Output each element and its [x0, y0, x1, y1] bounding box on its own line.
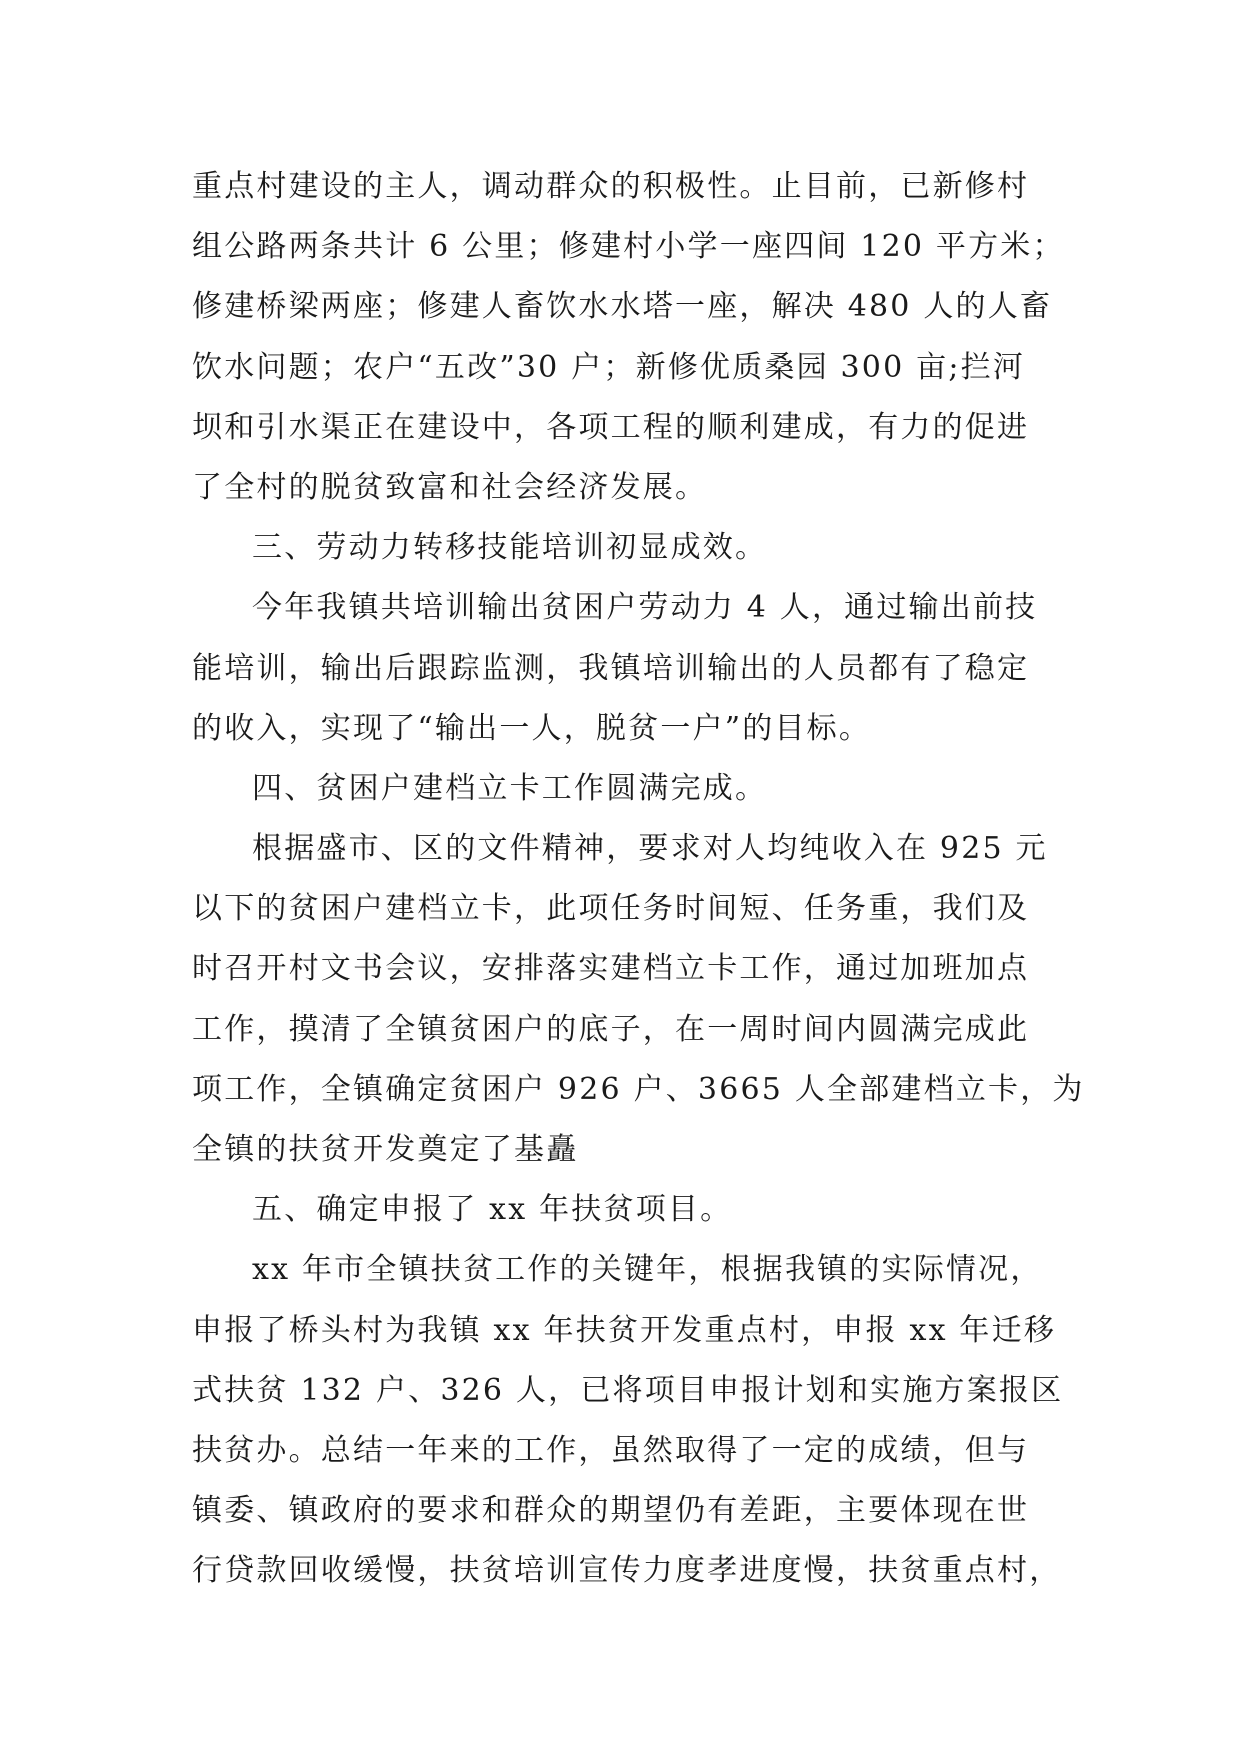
text-line-12: 根据盛市、区的文件精神，要求对人均纯收入在 925 元 [252, 831, 1048, 867]
text-line-6: 了全村的脱贫致富和社会经济发展。 [192, 469, 708, 505]
text-line-23: 镇委、镇政府的要求和群众的期望仍有差距，主要体现在世 [192, 1493, 1030, 1529]
section-heading-5: 五、确定申报了 xx 年扶贫项目。 [252, 1192, 733, 1228]
text-line-17: 全镇的扶贫开发奠定了基矗 [192, 1132, 579, 1167]
text-line-16: 项工作，全镇确定贫困户 926 户、3665 人全部建档立卡，为 [192, 1071, 1085, 1107]
section-heading-4: 四、贫困户建档立卡工作圆满完成。 [252, 770, 768, 806]
section-heading-3: 三、劳动力转移技能培训初显成效。 [252, 530, 768, 566]
text-line-10: 的收入，实现了“输出一人，脱贫一户”的目标。 [192, 710, 872, 746]
text-line-20: 申报了桥头村为我镇 xx 年扶贫开发重点村，申报 xx 年迁移 [192, 1312, 1057, 1348]
text-line-21: 式扶贫 132 户、326 人，已将项目申报计划和实施方案报区 [192, 1372, 1064, 1408]
document-body [192, 157, 1085, 1602]
text-line-4: 饮水问题；农户“五改”30 户；新修优质桑园 300 亩;拦河 [192, 349, 1026, 385]
text-line-13: 以下的贫困户建档立卡，此项任务时间短、任务重，我们及 [192, 891, 1030, 927]
text-line-22: 扶贫办。总结一年来的工作，虽然取得了一定的成绩，但与 [192, 1432, 1030, 1468]
text-line-9: 能培训，输出后跟踪监测，我镇培训输出的人员都有了稳定 [192, 650, 1030, 686]
text-line-5: 坝和引水渠正在建设中，各项工程的顺利建成，有力的促进 [192, 409, 1030, 445]
text-line-15: 工作，摸清了全镇贫困户的底子，在一周时间内圆满完成此 [192, 1011, 1030, 1047]
text-line-19: xx 年市全镇扶贫工作的关键年，根据我镇的实际情况， [252, 1252, 1043, 1288]
text-line-14: 时召开村文书会议，安排落实建档立卡工作，通过加班加点 [192, 951, 1030, 987]
text-line-8: 今年我镇共培训输出贫困户劳动力 4 人，通过输出前技 [252, 590, 1038, 626]
text-line-1: 重点村建设的主人，调动群众的积极性。止目前，已新修村 [192, 169, 1030, 204]
text-line-3: 修建桥梁两座；修建人畜饮水水塔一座，解决 480 人的人畜 [192, 289, 1053, 325]
text-line-24: 行贷款回收缓慢，扶贫培训宣传力度孝进度慢，扶贫重点村， [192, 1553, 1062, 1589]
text-line-2: 组公路两条共计 6 公里；修建村小学一座四间 120 平方米； [192, 229, 1065, 265]
